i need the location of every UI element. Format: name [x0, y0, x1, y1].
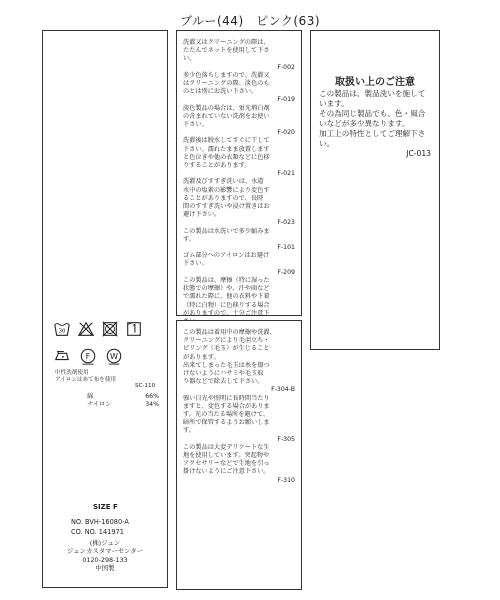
note-line: で濡れた際に、他の衣料や下着 [183, 293, 270, 301]
note-line: はクリーニングの際、淡色のも [183, 80, 270, 88]
care-notes-text [183, 329, 295, 485]
note-line: この製品は水洗いで多少縮みま [183, 227, 270, 235]
handling-caution-tag [310, 30, 440, 350]
note-line: 暗所で保管するようお願いしま [183, 419, 270, 427]
model-number: NO. BVH-16080-A [71, 518, 129, 526]
care-icons-row-1 [53, 320, 143, 338]
note-line: 洗濯後は脱水してすぐに干して [183, 137, 270, 145]
note-line: す。 [183, 235, 195, 243]
note-line: ゴム部分へのアイロンはお避け [183, 252, 270, 260]
care-icons-row-2 [53, 347, 123, 365]
note-line: 強い日光や照明に長時間当たり [183, 394, 270, 402]
note-line: 下さい。 [183, 260, 208, 268]
note-line: り器などで除去して下さい。 [183, 378, 264, 386]
note-code: F-305 [277, 435, 295, 443]
caution-line: その為同じ製品でも、色・風合 [319, 109, 426, 118]
note-line: 出来てしまった毛玉は糸を傷つ [183, 361, 270, 369]
note-line: 避け下さい。 [183, 211, 221, 219]
wash-30-icon [53, 320, 71, 338]
caution-body [319, 89, 431, 159]
note-code: F-209 [277, 268, 295, 276]
note-line: 掛けないようにご注意下さい。 [183, 468, 270, 476]
note-line: のとは別にお洗い下さい。 [183, 88, 258, 96]
co-number: CO. NO. 141971 [71, 528, 124, 536]
note-line: 状態での摩擦）や、汗や雨など [183, 285, 270, 293]
note-line: 水中の塩素の影響により変色す [183, 186, 270, 194]
care-label-tag [42, 30, 168, 588]
caution-line: いなどが多少異なります。 [319, 119, 410, 128]
no-bleach-icon [77, 320, 95, 338]
note-code: F-020 [277, 129, 295, 137]
country-of-origin: 中国製 [95, 564, 115, 573]
note-code: F-304-B [271, 386, 295, 394]
caution-line: 加工上の特性としてご理解下さ [319, 129, 426, 138]
care-instructions [55, 370, 116, 384]
caution-title: 取扱い上のご注意 [335, 77, 415, 88]
color-variants-title: ブルー(44) ピンク(63) [179, 14, 321, 28]
note-line: の含まれていない洗剤をお使い [183, 112, 270, 120]
note-line: 洗濯及びすすぎ洗いは、水道 [183, 178, 264, 186]
note-line: 洗濯又はクリーニングの際は、 [183, 39, 270, 46]
fiber-row [87, 393, 159, 401]
sc-code: SC-110 [135, 383, 156, 389]
note-line: この製品は、摩擦（特に湿った [183, 276, 270, 284]
iron-low-icon [53, 347, 71, 365]
care-line-1: 中性洗剤使用 [55, 370, 89, 376]
note-line: い。 [183, 55, 196, 63]
no-tumble-dry-icon [101, 320, 119, 338]
care-notes-tag-bottom [176, 320, 302, 590]
caution-line: この製品は、製品洗いを施して [319, 89, 426, 98]
note-line: （特に白物）に色移りする場合 [183, 301, 270, 309]
caution-line: います。 [319, 99, 349, 108]
line-dry-icon [125, 320, 143, 338]
fiber-percent: 34% [145, 401, 159, 408]
dry-clean-f-icon [79, 347, 97, 365]
note-code: F-310 [277, 476, 295, 484]
care-notes-tag-top [176, 30, 302, 316]
phone-number: 0120-298-133 [82, 555, 128, 564]
note-line: 地を使用しています。突起物や [183, 452, 270, 460]
note-line: す。 [183, 427, 195, 435]
note-line: けないようにハサミや毛玉取 [183, 370, 264, 378]
note-code: F-019 [277, 96, 295, 104]
note-line: 間のすすぎ洗いや浸け置きはお [183, 203, 270, 211]
product-numbers [71, 517, 129, 537]
company-name: (株)ジュン [89, 539, 121, 547]
fiber-composition [87, 393, 159, 409]
note-code: F-101 [277, 244, 295, 252]
size-label: SIZE F [93, 503, 118, 511]
note-line: たたんでネットを使用して下さ [183, 47, 270, 55]
note-line: があります。 [183, 353, 220, 361]
note-line: 下さい。 [183, 121, 208, 129]
note-line: ることがありますので、長時 [183, 194, 264, 202]
caution-line: い。 [319, 139, 335, 148]
wet-clean-w-icon [105, 347, 123, 365]
svg-text:F: F [85, 351, 91, 362]
note-line: ますと、変色する場合がありま [183, 402, 270, 410]
note-line: アクセサリーなどで生地を引っ [183, 460, 270, 468]
fiber-percent: 66% [145, 393, 159, 400]
note-line: この製品は着用中の摩擦や洗濯、 [183, 329, 276, 336]
note-line: と色泣きや他の衣類などに色移 [183, 153, 270, 161]
caution-code: JC-013 [406, 149, 431, 158]
customer-center: ジュンカスタマーセンター [66, 547, 144, 556]
note-line: がありますので、十分ご注意下 [183, 309, 270, 317]
note-line: 下さい。濡れたまま放置します [183, 145, 270, 153]
fiber-row [87, 401, 159, 409]
note-line: ピリング（毛玉）が生じること [183, 345, 270, 353]
note-line: 淡色製品の場合は、蛍光増白剤 [183, 104, 270, 112]
care-line-2: アイロンはあて布を使用 [55, 377, 117, 383]
svg-text:W: W [110, 351, 118, 362]
fiber-name: ナイロン [87, 401, 112, 408]
care-notes-text [183, 39, 295, 334]
note-line: 多少色落ちしますので、洗濯又 [183, 71, 270, 79]
note-line: この製品は大変デリケートな生 [183, 443, 270, 451]
note-code: F-023 [277, 219, 295, 227]
note-code: F-021 [277, 170, 295, 178]
fiber-name: 綿 [87, 393, 94, 400]
note-line: りすることがあります。 [183, 162, 251, 170]
note-line: す。光の当たる場所を避けて、 [183, 411, 270, 419]
note-line: クリーニングにより毛羽立ち・ [183, 337, 270, 345]
company-info [43, 539, 167, 573]
note-code: F-002 [277, 63, 295, 71]
svg-text:30: 30 [58, 328, 66, 335]
